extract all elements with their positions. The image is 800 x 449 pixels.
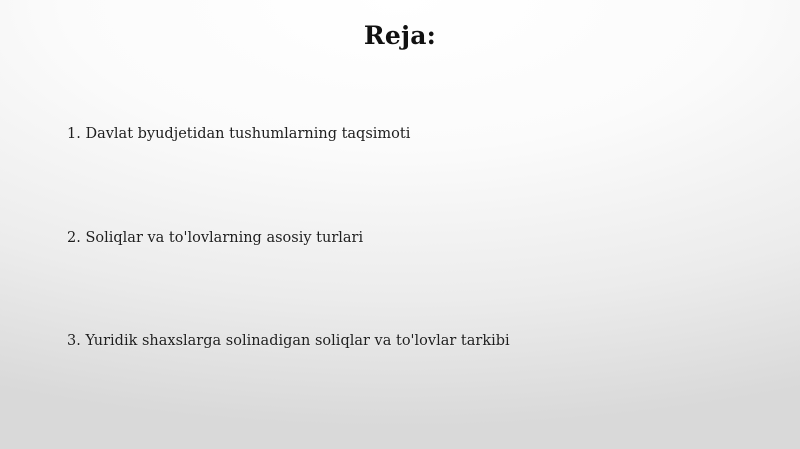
plan-item-3: 3. Yuridik shaxslarga solinadigan soliqlar va to'lovlar tarkibi	[67, 333, 510, 349]
plan-item-2: 2. Soliqlar va to'lovlarning asosiy turlari	[67, 230, 364, 246]
plan-item-1: 1. Davlat byudjetidan tushumlarning taqsimoti	[67, 126, 411, 142]
slide-title: Reja:	[363, 21, 437, 50]
